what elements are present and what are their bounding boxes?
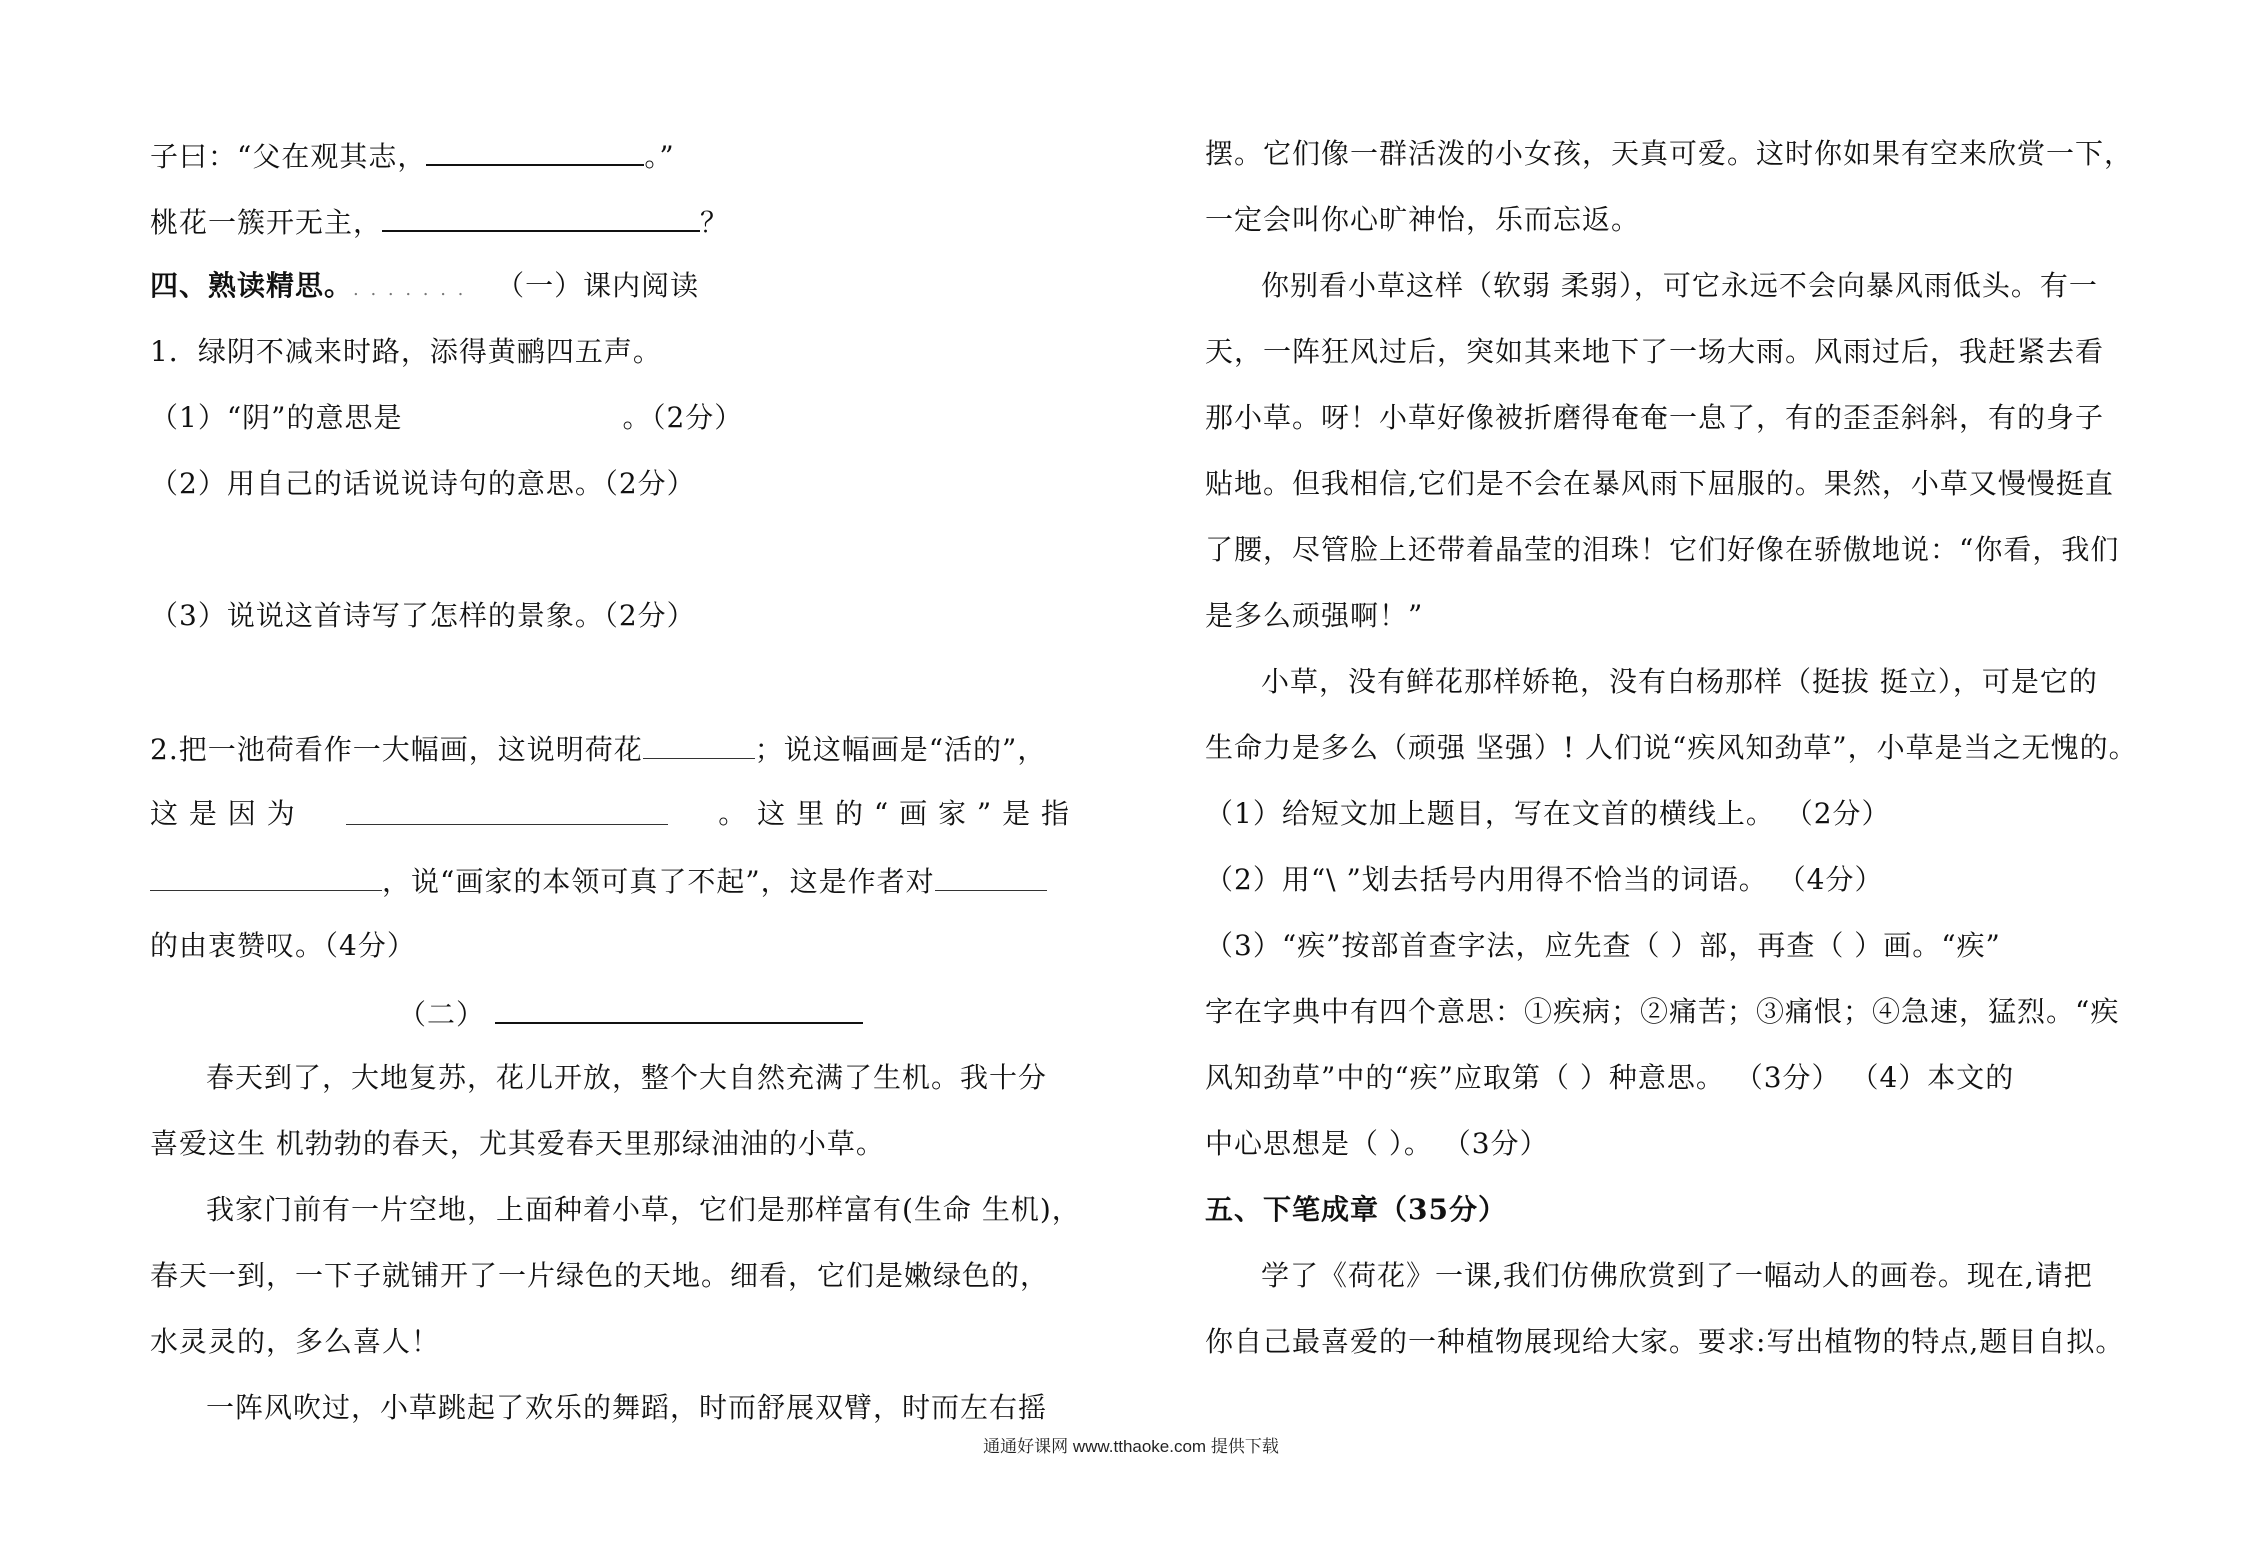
section-4-heading: 四、熟读精思。. . . . . . . （一）课内阅读 [150,269,700,302]
question-line: （2）用“\ ”划去括号内用得不恰当的词语。 （4分） [1205,863,1884,896]
question-line: （3）“疾”按部首查字法，应先查（ ）部，再查（ ）画。“疾” [1205,929,2001,962]
passage-line: 一定会叫你心旷神怡，乐而忘返。 [1205,203,1641,236]
passage-line: 贴地。但我相信,它们是不会在暴风雨下屈服的。果然，小草又慢慢挺直 [1205,467,2114,500]
passage-line: 生命力是多么（顽强 坚强）! 人们说“疾风知劲草”，小草是当之无愧的。 [1205,731,2138,764]
answer-blank[interactable] [382,200,700,232]
passage-line: 一阵风吹过，小草跳起了欢乐的舞蹈，时而舒展双臂，时而左右摇 [206,1391,1048,1424]
passage-line: 那小草。呀！小草好像被折磨得奄奄一息了，有的歪歪斜斜，有的身子 [1205,401,2105,434]
passage-2-title: （二） [398,992,863,1035]
question-1: 1．绿阴不减来时路，添得黄鹂四五声。 [150,335,662,368]
question-2-line-1: 2.把一池荷看作一大幅画，这说明荷花 ；说这幅画是“活的”， [150,728,1046,770]
question-1-1: （1）“阴”的意思是 。（2分） [150,401,744,434]
answer-blank[interactable] [643,728,755,759]
passage-line: 是多么顽强啊！” [1205,599,1424,632]
answer-blank[interactable] [150,860,382,891]
passage-line: 摆。它们像一群活泼的小女孩，天真可爱。这时你如果有空来欣赏一下， [1205,137,2134,170]
section-title: 四、熟读精思。 [150,269,354,302]
question-line: 字在字典中有四个意思：①疾病；②痛苦；③痛恨；④急速，猛烈。“疾 [1205,995,2120,1028]
section-5-heading: 五、下笔成章（35分） [1205,1193,1507,1226]
title-blank[interactable] [495,992,863,1024]
passage-line: 水灵灵的，多么喜人！ [150,1325,441,1358]
question-2-line-2: 这 是 因 为 。 这 里 的 “ 画 家 ” 是 指 [150,794,1070,834]
footer-source: 通通好课网 www.tthaoke.com 提供下载 [983,1437,1279,1456]
question-1-3: （3）说说这首诗写了怎样的景象。（2分） [150,599,696,632]
question-1-2: （2）用自己的话说说诗句的意思。（2分） [150,467,696,500]
answer-blank[interactable] [935,860,1047,891]
passage-line: 你别看小草这样（软弱 柔弱），可它永远不会向暴风雨低头。有一 [1261,269,2098,302]
prompt-line: 你自己最喜爱的一种植物展现给大家。要求:写出植物的特点,题目自拟。 [1205,1325,2125,1358]
question-line: 中心思想是（ ）。 （3分） [1205,1127,1549,1160]
question-line: （1）给短文加上题目，写在文首的横线上。 （2分） [1205,797,1891,830]
passage-line: 小草，没有鲜花那样娇艳，没有白杨那样（挺拔 挺立），可是它的 [1261,665,2098,698]
passage-line: 喜爱这生 机勃勃的春天，尤其爱春天里那绿油油的小草。 [150,1127,885,1160]
section-subtitle: （一）课内阅读 [496,269,700,302]
quote-line-1: 子曰：“父在观其志， 。” [150,134,675,177]
prompt-line: 学了《荷花》一课,我们仿佛欣赏到了一幅动人的画卷。现在,请把 [1261,1259,2093,1292]
question-line: 风知劲草”中的“疾”应取第（ ）种意思。 （3分） （4）本文的 [1205,1061,2015,1094]
passage-line: 了腰，尽管脸上还带着晶莹的泪珠！它们好像在骄傲地说：“你看，我们 [1205,533,2120,566]
passage-line: 我家门前有一片空地，上面种着小草，它们是那样富有(生命 生机)， [206,1193,1081,1226]
answer-blank[interactable] [346,794,668,825]
question-2-line-3: ，说“画家的本领可真了不起”，这是作者对 [150,860,1047,902]
passage-line: 春天到了，大地复苏，花儿开放，整个大自然充满了生机。我十分 [206,1061,1048,1094]
passage-line: 春天一到，一下子就铺开了一片绿色的天地。细看，它们是嫩绿色的， [150,1259,1050,1292]
poem-line-2: 桃花一簇开无主， ？ [150,200,729,243]
question-2-line-4: 的由衷赞叹。（4分） [150,929,416,962]
passage-line: 天，一阵狂风过后，突如其来地下了一场大雨。风雨过后，我赶紧去看 [1205,335,2105,368]
answer-blank[interactable] [426,134,644,166]
